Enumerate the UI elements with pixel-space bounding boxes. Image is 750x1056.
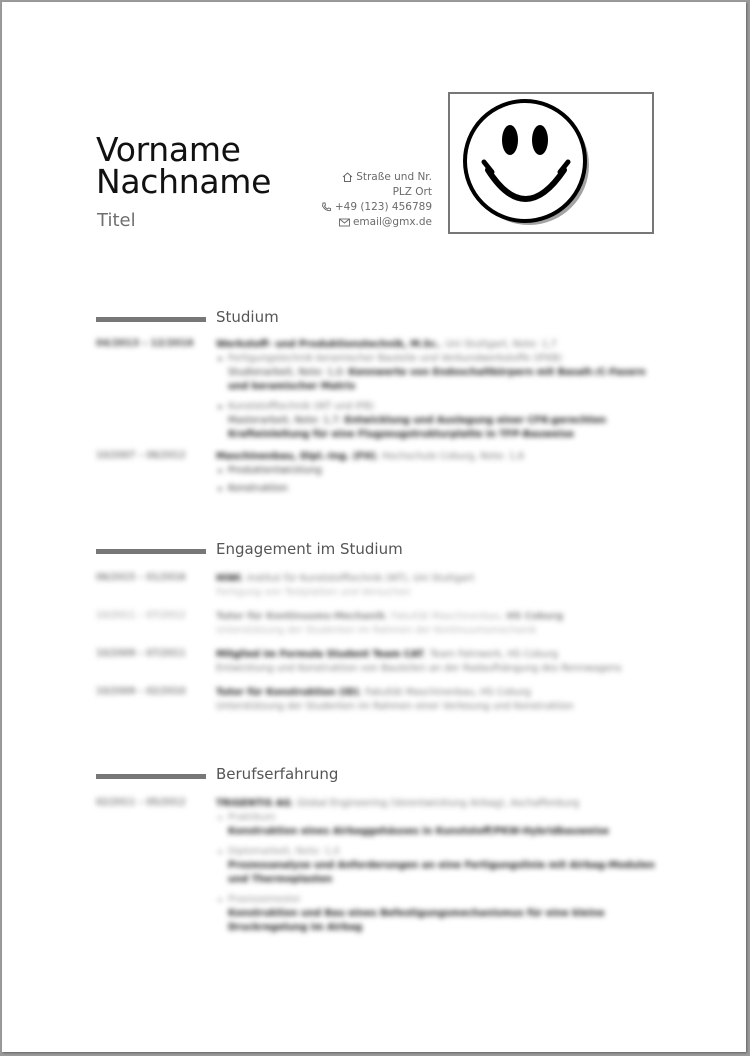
section-header — [96, 765, 656, 787]
section-title: Berufserfahrung — [216, 765, 339, 783]
house-icon — [342, 171, 356, 183]
entry-subtext: Fertigung von Testplatten und Versuchen — [216, 587, 411, 598]
section-content — [96, 338, 656, 496]
contact-block — [292, 170, 432, 230]
last-name: Nachname — [96, 162, 272, 201]
list-item — [216, 400, 656, 414]
item-detail: Konstruktion und Bau eines Befestigungsmechanismus für eine kleine Druckregelung im Airbag — [228, 908, 605, 933]
entry-location: , Global Engineering (Vorentwicklung Airbag), Aschaffenburg — [290, 798, 580, 809]
entry-location: , Institut für Kunststofftechnik (IKT), Uni Stuttgart — [240, 573, 475, 584]
cv-entry — [96, 648, 656, 676]
item-detail: Konstruktion eines Airbaggehäuses in Kunststoff/PKW-Hybridbauweise — [228, 826, 609, 837]
entry-location-bold: HS Coburg — [506, 611, 564, 622]
address-city: PLZ Ort — [392, 186, 432, 198]
cv-entry — [96, 610, 656, 638]
phone-number: +49 (123) 456789 — [334, 201, 432, 213]
cv-entry — [96, 686, 656, 714]
section-header — [96, 308, 656, 330]
list-item — [216, 464, 656, 478]
section-berufserfahrung — [96, 765, 656, 935]
detail-bold: Kennwerte von Endoschaltkörpern mit Basalt-/C-Fasern und keramischer Matrix — [228, 367, 646, 392]
cv-entry — [96, 338, 656, 442]
item-head: Praxissemester — [228, 894, 301, 905]
entry-location: , Fakultät Maschinenbau, — [385, 611, 507, 622]
item-head: Fertigungstechnik keramischer Bauteile und Verbundwerkstoffe (IFKB) — [228, 353, 562, 364]
detail-text: Masterarbeit, Note: 1,7: — [228, 415, 342, 426]
list-item — [216, 811, 656, 825]
cv-page — [2, 2, 746, 1052]
entry-heading: Maschinenbau, Dipl.-Ing. (FH) — [216, 451, 376, 462]
section-studium — [96, 308, 656, 496]
entry-heading: Tutor für Konstruktion (ID) — [216, 687, 360, 698]
detail-bold: Entwicklung und Auslegung einer CFK-gerechten Krafteinleitung für eine Flugzeugstrukturplatte in TFP-Bauweise — [228, 415, 607, 440]
entry-heading: HiWi — [216, 573, 241, 584]
detail-text: Studienarbeit, Note: 1,0: — [228, 367, 346, 378]
entry-location: , Hochschule Coburg, Note: 1,6 — [375, 451, 525, 462]
item-head: Praktikum — [228, 812, 276, 823]
smiley-face-icon — [462, 98, 592, 228]
item-head: Konstruktion — [228, 483, 288, 494]
list-item — [216, 482, 656, 496]
list-item — [216, 845, 656, 859]
entry-date: 10/2009 – 07/2011 — [96, 648, 186, 659]
entry-date: 04/2013 – 12/2016 — [96, 338, 194, 349]
entry-heading: Tutor für Kontinuums-Mechanik — [216, 611, 386, 622]
profile-photo — [448, 92, 654, 234]
email-address: email@gmx.de — [352, 216, 432, 228]
entry-heading: Werkstoff- und Produktionstechnik, M.Sc. — [216, 339, 440, 350]
entry-heading: TRIGENTIS AG — [216, 798, 291, 809]
item-detail — [216, 366, 656, 394]
address-street-row — [292, 170, 432, 185]
item-head: Diplomarbeit, Note: 1,0 — [228, 846, 340, 857]
item-detail — [216, 414, 656, 442]
email-row[interactable] — [292, 215, 432, 230]
entry-subtext: Entwicklung und Konstruktion von Bauteilen an der Radaufhängung des Rennwagens — [216, 663, 622, 674]
entry-subtext: Unterstützung der Studenten im Rahmen der Kontinuumsmechanik — [216, 625, 537, 636]
entry-date: 10/2007 – 06/2012 — [96, 450, 186, 461]
cv-entry — [96, 572, 656, 600]
cv-entry — [96, 797, 656, 935]
entry-location: , Team Fahrwerk, HS Coburg — [423, 649, 558, 660]
section-bar — [96, 317, 206, 322]
section-header — [96, 540, 656, 562]
entry-location: , Uni Stuttgart, Note: 1,7 — [439, 339, 557, 350]
section-engagement — [96, 540, 656, 714]
entry-date: 10/2009 – 02/2010 — [96, 686, 186, 697]
entry-heading: Mitglied im Formula Student Team CAT — [216, 649, 424, 660]
section-title: Studium — [216, 308, 279, 326]
address-city-row — [292, 185, 432, 200]
entry-date: 02/2011 – 05/2012 — [96, 797, 186, 808]
entry-subtext: Unterstützung der Studenten im Rahmen einer Vorlesung und Konstruktion — [216, 701, 574, 712]
envelope-icon — [339, 216, 353, 228]
section-content — [96, 797, 656, 935]
job-title: Titel — [97, 210, 136, 231]
item-head: Produktentwicklung — [228, 465, 322, 476]
phone-icon — [321, 201, 335, 213]
entry-date: 06/2015 – 01/2016 — [96, 572, 186, 583]
entry-date: 10/2011 – 07/2012 — [96, 610, 186, 621]
first-name: Vorname — [96, 130, 241, 169]
section-content — [96, 572, 656, 714]
entry-location: , Fakultät Maschinenbau, HS Coburg — [359, 687, 531, 698]
phone-row[interactable] — [292, 200, 432, 215]
full-name — [96, 130, 272, 201]
item-head: Kunststofftechnik (IKT und IFB) — [228, 401, 374, 412]
address-street: Straße und Nr. — [356, 171, 432, 183]
list-item — [216, 352, 656, 366]
item-detail: Prozessanalyse und Anforderungen an eine Fertigungslinie mit Airbag-Modulen und Thermoplasten — [228, 860, 655, 885]
cv-entry — [96, 450, 656, 496]
section-title: Engagement im Studium — [216, 540, 403, 558]
section-bar — [96, 549, 206, 554]
section-bar — [96, 774, 206, 779]
list-item — [216, 893, 656, 907]
